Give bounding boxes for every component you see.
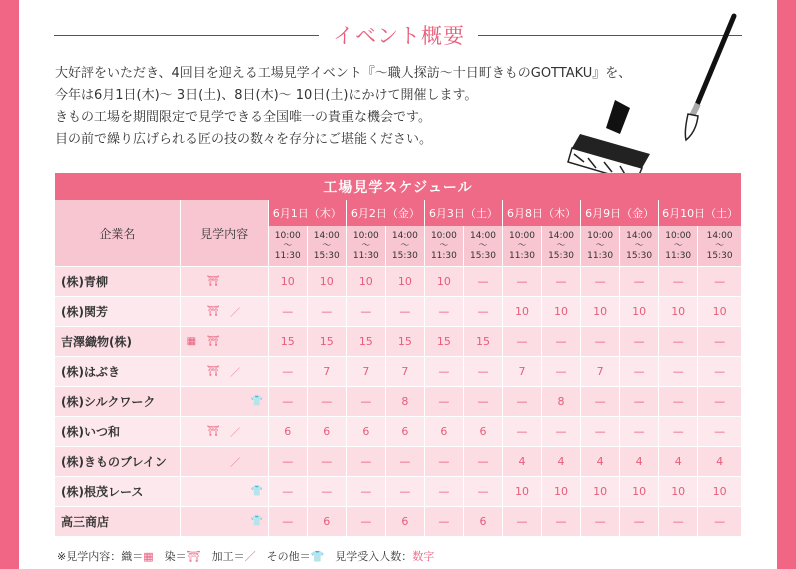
capacity-cell: — bbox=[268, 447, 307, 477]
capacity-cell: — bbox=[581, 387, 620, 417]
capacity-cell: — bbox=[346, 447, 385, 477]
capacity-cell: 6 bbox=[424, 417, 463, 447]
mark-empty bbox=[180, 417, 202, 447]
capacity-cell: — bbox=[502, 387, 541, 417]
mark-empty bbox=[180, 447, 202, 477]
capacity-cell: — bbox=[424, 297, 463, 327]
mark-empty bbox=[224, 387, 246, 417]
heading-rule-left bbox=[54, 35, 319, 36]
header-company: 企業名 bbox=[55, 200, 180, 267]
header-time-slot: 14:00 〜 15:30 bbox=[463, 226, 502, 267]
mark-empty bbox=[202, 477, 224, 507]
dye-icon: ⛩ bbox=[202, 327, 224, 357]
capacity-cell: — bbox=[620, 417, 659, 447]
capacity-cell: — bbox=[346, 507, 385, 537]
capacity-cell: — bbox=[659, 387, 698, 417]
other-icon: 👕 bbox=[310, 550, 325, 563]
capacity-cell: — bbox=[268, 297, 307, 327]
capacity-cell: 10 bbox=[502, 477, 541, 507]
capacity-cell: 6 bbox=[385, 417, 424, 447]
header-time-slot: 10:00 〜 11:30 bbox=[346, 226, 385, 267]
legend-capacity: 見学受入人数： bbox=[324, 550, 413, 563]
mark-empty bbox=[246, 297, 268, 327]
capacity-cell: 10 bbox=[424, 267, 463, 297]
table-row bbox=[55, 267, 741, 297]
capacity-cell: 15 bbox=[346, 327, 385, 357]
company-name: 吉澤織物(株) bbox=[55, 327, 180, 357]
capacity-cell: 8 bbox=[542, 387, 581, 417]
capacity-cell: 10 bbox=[659, 297, 698, 327]
table-row bbox=[55, 447, 741, 477]
header-time-slot: 14:00 〜 15:30 bbox=[698, 226, 741, 267]
capacity-cell: 4 bbox=[581, 447, 620, 477]
company-name: (株)きものブレイン bbox=[55, 447, 180, 477]
capacity-cell: 15 bbox=[268, 327, 307, 357]
mark-empty bbox=[224, 507, 246, 537]
capacity-cell: — bbox=[424, 477, 463, 507]
table-row bbox=[55, 357, 741, 387]
other-icon: 👕 bbox=[246, 477, 268, 507]
mark-empty bbox=[246, 417, 268, 447]
mark-empty bbox=[180, 357, 202, 387]
dye-icon: ⛩ bbox=[186, 550, 201, 563]
table-row bbox=[55, 477, 741, 507]
capacity-cell: — bbox=[463, 267, 502, 297]
legend-digit: 数字 bbox=[412, 550, 435, 563]
mark-empty bbox=[180, 297, 202, 327]
capacity-cell: 15 bbox=[385, 327, 424, 357]
capacity-cell: 6 bbox=[463, 507, 502, 537]
weave-icon: ▦ bbox=[180, 327, 202, 357]
header-time-slot: 14:00 〜 15:30 bbox=[542, 226, 581, 267]
process-icon: ／ bbox=[224, 357, 246, 387]
table-row bbox=[55, 387, 741, 417]
capacity-cell: 7 bbox=[346, 357, 385, 387]
capacity-cell: 10 bbox=[307, 267, 346, 297]
header-time-slot: 10:00 〜 11:30 bbox=[659, 226, 698, 267]
header-content: 見学内容 bbox=[180, 200, 268, 267]
capacity-cell: — bbox=[620, 327, 659, 357]
header-date: 6月8日（木） bbox=[502, 200, 580, 226]
capacity-cell: — bbox=[346, 477, 385, 507]
capacity-cell: — bbox=[542, 417, 581, 447]
mark-empty bbox=[246, 327, 268, 357]
section-heading bbox=[54, 18, 742, 48]
capacity-cell: 10 bbox=[659, 477, 698, 507]
capacity-cell: 15 bbox=[463, 327, 502, 357]
intro-line: 目の前で繰り広げられる匠の技の数々を存分にご堪能ください。 bbox=[55, 132, 433, 147]
intro-line: きもの工場を期間限定で見学できる全国唯一の貴重な機会です。 bbox=[55, 110, 431, 125]
capacity-cell: — bbox=[698, 387, 741, 417]
capacity-cell: — bbox=[542, 327, 581, 357]
table-title: 工場見学スケジュール bbox=[55, 173, 741, 200]
capacity-cell: 10 bbox=[385, 267, 424, 297]
process-icon: ／ bbox=[224, 297, 246, 327]
capacity-cell: 7 bbox=[581, 357, 620, 387]
header-date: 6月3日（土） bbox=[424, 200, 502, 226]
capacity-cell: — bbox=[307, 387, 346, 417]
capacity-cell: — bbox=[502, 507, 541, 537]
capacity-cell: — bbox=[424, 507, 463, 537]
capacity-cell: — bbox=[424, 447, 463, 477]
mark-empty bbox=[224, 327, 246, 357]
capacity-cell: 6 bbox=[307, 417, 346, 447]
capacity-cell: 10 bbox=[620, 477, 659, 507]
capacity-cell: 4 bbox=[502, 447, 541, 477]
capacity-cell: 10 bbox=[581, 297, 620, 327]
mark-empty bbox=[224, 477, 246, 507]
process-icon: ／ bbox=[224, 447, 246, 477]
capacity-cell: 6 bbox=[385, 507, 424, 537]
dye-icon: ⛩ bbox=[202, 417, 224, 447]
capacity-cell: — bbox=[268, 387, 307, 417]
header-time-slot: 10:00 〜 11:30 bbox=[268, 226, 307, 267]
mark-empty bbox=[202, 387, 224, 417]
capacity-cell: — bbox=[698, 507, 741, 537]
mark-empty bbox=[246, 267, 268, 297]
capacity-cell: — bbox=[268, 507, 307, 537]
table-row bbox=[55, 507, 741, 537]
capacity-cell: — bbox=[385, 447, 424, 477]
capacity-cell: — bbox=[502, 267, 541, 297]
company-name: 高三商店 bbox=[55, 507, 180, 537]
company-name: (株)根茂レース bbox=[55, 477, 180, 507]
header-time-slot: 14:00 〜 15:30 bbox=[385, 226, 424, 267]
capacity-cell: — bbox=[463, 477, 502, 507]
capacity-cell: — bbox=[620, 507, 659, 537]
capacity-cell: — bbox=[307, 297, 346, 327]
capacity-cell: 4 bbox=[542, 447, 581, 477]
capacity-cell: — bbox=[463, 447, 502, 477]
capacity-cell: 4 bbox=[698, 447, 741, 477]
weave-icon: ▦ bbox=[143, 550, 154, 563]
capacity-cell: — bbox=[268, 477, 307, 507]
header-date: 6月2日（金） bbox=[346, 200, 424, 226]
mark-empty bbox=[246, 357, 268, 387]
mark-empty bbox=[202, 507, 224, 537]
process-icon: ／ bbox=[224, 417, 246, 447]
capacity-cell: — bbox=[463, 297, 502, 327]
capacity-cell: — bbox=[620, 267, 659, 297]
left-border-band bbox=[0, 0, 19, 569]
legend-dye: 染＝ bbox=[153, 550, 187, 563]
capacity-cell: — bbox=[659, 507, 698, 537]
other-icon: 👕 bbox=[246, 387, 268, 417]
factory-tour-schedule-table bbox=[55, 173, 741, 536]
legend bbox=[57, 548, 434, 564]
capacity-cell: — bbox=[307, 477, 346, 507]
dye-icon: ⛩ bbox=[202, 267, 224, 297]
capacity-cell: — bbox=[542, 507, 581, 537]
header-time-slot: 14:00 〜 15:30 bbox=[307, 226, 346, 267]
mark-empty bbox=[180, 507, 202, 537]
capacity-cell: 6 bbox=[463, 417, 502, 447]
capacity-cell: — bbox=[424, 357, 463, 387]
capacity-cell: 10 bbox=[698, 477, 741, 507]
capacity-cell: — bbox=[698, 417, 741, 447]
capacity-cell: — bbox=[268, 357, 307, 387]
dye-icon: ⛩ bbox=[202, 357, 224, 387]
capacity-cell: — bbox=[463, 357, 502, 387]
legend-other: その他＝ bbox=[255, 550, 311, 563]
process-icon: ／ bbox=[244, 550, 256, 563]
capacity-cell: — bbox=[620, 387, 659, 417]
capacity-cell: — bbox=[502, 417, 541, 447]
capacity-cell: 10 bbox=[581, 477, 620, 507]
mark-empty bbox=[180, 387, 202, 417]
capacity-cell: 10 bbox=[542, 477, 581, 507]
legend-process: 加工＝ bbox=[200, 550, 245, 563]
capacity-cell: — bbox=[659, 417, 698, 447]
capacity-cell: 6 bbox=[346, 417, 385, 447]
mark-empty bbox=[246, 447, 268, 477]
intro-line: 今年は6月1日(木)〜 3日(土)、8日(木)〜 10日(土)にかけて開催します。 bbox=[55, 88, 478, 103]
capacity-cell: 6 bbox=[307, 507, 346, 537]
capacity-cell: — bbox=[698, 327, 741, 357]
capacity-cell: — bbox=[424, 387, 463, 417]
capacity-cell: — bbox=[346, 297, 385, 327]
header-date: 6月10日（土） bbox=[659, 200, 741, 226]
capacity-cell: 10 bbox=[346, 267, 385, 297]
capacity-cell: 4 bbox=[620, 447, 659, 477]
capacity-cell: 10 bbox=[698, 297, 741, 327]
header-date: 6月9日（金） bbox=[581, 200, 659, 226]
header-time-slot: 10:00 〜 11:30 bbox=[502, 226, 541, 267]
capacity-cell: — bbox=[542, 267, 581, 297]
header-time-slot: 10:00 〜 11:30 bbox=[424, 226, 463, 267]
capacity-cell: — bbox=[581, 327, 620, 357]
capacity-cell: — bbox=[542, 357, 581, 387]
mark-empty bbox=[180, 267, 202, 297]
heading-title: イベント概要 bbox=[333, 24, 465, 48]
capacity-cell: — bbox=[698, 357, 741, 387]
capacity-cell: — bbox=[385, 297, 424, 327]
capacity-cell: 6 bbox=[268, 417, 307, 447]
capacity-cell: — bbox=[659, 327, 698, 357]
capacity-cell: 10 bbox=[268, 267, 307, 297]
capacity-cell: — bbox=[698, 267, 741, 297]
mark-empty bbox=[224, 267, 246, 297]
table-row bbox=[55, 327, 741, 357]
capacity-cell: 7 bbox=[502, 357, 541, 387]
capacity-cell: 10 bbox=[542, 297, 581, 327]
company-name: (株)いつ和 bbox=[55, 417, 180, 447]
capacity-cell: — bbox=[659, 267, 698, 297]
capacity-cell: 8 bbox=[385, 387, 424, 417]
mark-empty bbox=[202, 447, 224, 477]
company-name: (株)シルクワーク bbox=[55, 387, 180, 417]
capacity-cell: — bbox=[620, 357, 659, 387]
capacity-cell: 7 bbox=[385, 357, 424, 387]
capacity-cell: — bbox=[581, 507, 620, 537]
right-border-band bbox=[777, 0, 796, 569]
header-date: 6月1日（木） bbox=[268, 200, 346, 226]
legend-prefix: ※見学内容：織＝ bbox=[57, 550, 144, 563]
capacity-cell: — bbox=[581, 267, 620, 297]
other-icon: 👕 bbox=[246, 507, 268, 537]
company-name: (株)関芳 bbox=[55, 297, 180, 327]
capacity-cell: 7 bbox=[307, 357, 346, 387]
capacity-cell: — bbox=[659, 357, 698, 387]
capacity-cell: — bbox=[346, 387, 385, 417]
calligraphy-brush-icon bbox=[674, 12, 744, 142]
table-row bbox=[55, 297, 741, 327]
capacity-cell: 10 bbox=[502, 297, 541, 327]
capacity-cell: 15 bbox=[424, 327, 463, 357]
header-time-slot: 10:00 〜 11:30 bbox=[581, 226, 620, 267]
capacity-cell: — bbox=[581, 417, 620, 447]
dye-icon: ⛩ bbox=[202, 297, 224, 327]
mark-empty bbox=[180, 477, 202, 507]
table-row bbox=[55, 417, 741, 447]
capacity-cell: — bbox=[307, 447, 346, 477]
capacity-cell: 4 bbox=[659, 447, 698, 477]
intro-line: 大好評をいただき、4回目を迎える工場見学イベント『〜職人探訪〜十日町きものGOTTAKU』を、 bbox=[55, 66, 632, 81]
header-time-slot: 14:00 〜 15:30 bbox=[620, 226, 659, 267]
company-name: (株)青柳 bbox=[55, 267, 180, 297]
company-name: (株)はぶき bbox=[55, 357, 180, 387]
capacity-cell: — bbox=[502, 327, 541, 357]
capacity-cell: 15 bbox=[307, 327, 346, 357]
capacity-cell: — bbox=[385, 477, 424, 507]
capacity-cell: — bbox=[463, 387, 502, 417]
capacity-cell: 10 bbox=[620, 297, 659, 327]
